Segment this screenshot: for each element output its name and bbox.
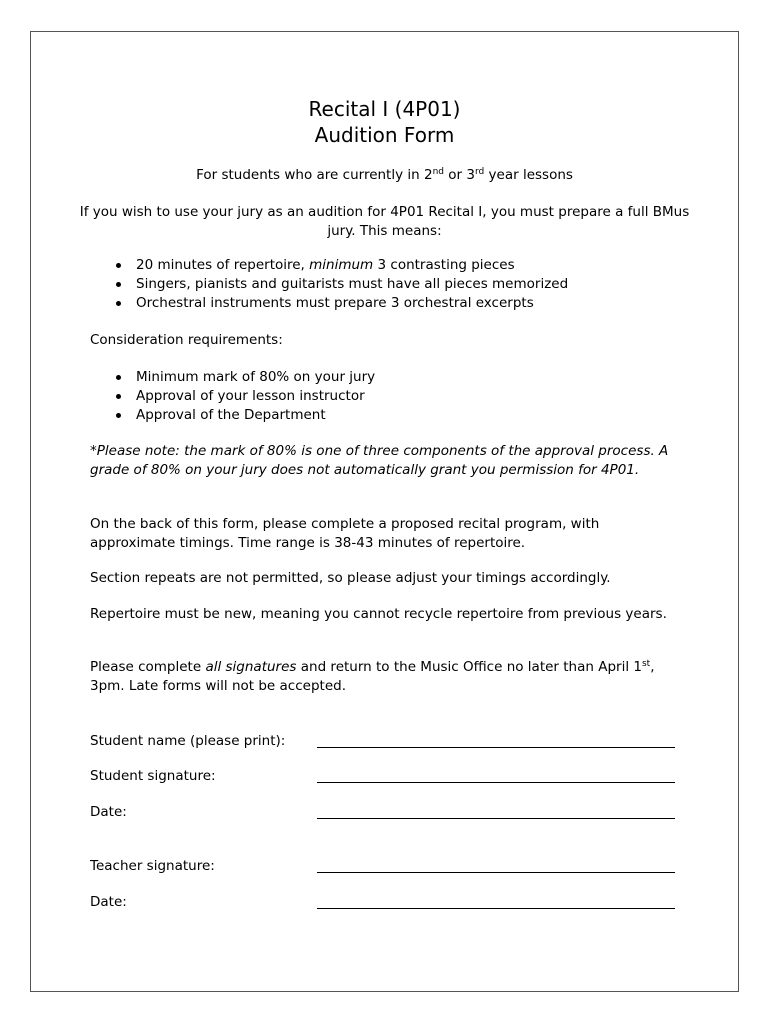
list-item: Singers, pianists and guitarists must have all pieces memorized bbox=[113, 275, 568, 294]
student-name-line[interactable] bbox=[317, 747, 675, 748]
form-title bbox=[31, 96, 738, 148]
completion-instructions bbox=[90, 658, 678, 696]
back-instructions: On the back of this form, please complete a proposed recital program, with approximate timings. Time range is 38-43 minutes of repertoire. bbox=[90, 516, 600, 551]
student-signature-label: Student signature: bbox=[90, 768, 216, 784]
title-line-2: Audition Form bbox=[314, 123, 455, 147]
title-line-1: Recital I (4P01) bbox=[308, 97, 461, 121]
form-subtitle bbox=[31, 166, 738, 184]
student-date-label: Date: bbox=[90, 804, 127, 820]
teacher-date-line[interactable] bbox=[317, 908, 675, 909]
consideration-heading: Consideration requirements: bbox=[90, 332, 283, 348]
consideration-list bbox=[113, 368, 375, 425]
new-repertoire-rule: Repertoire must be new, meaning you cannot recycle repertoire from previous years. bbox=[90, 606, 667, 622]
list-item: Approval of your lesson instructor bbox=[113, 387, 375, 406]
student-signature-row bbox=[90, 767, 675, 787]
completion-text-2: and return to the Music Office no later than April 1 bbox=[296, 659, 642, 675]
teacher-date-row bbox=[90, 893, 675, 913]
student-signature-line[interactable] bbox=[317, 782, 675, 783]
approval-note: *Please note: the mark of 80% is one of three components of the approval process. A grade of 80% on your jury does not automatically grant you permission for 4P01. bbox=[90, 443, 669, 478]
list-item: Orchestral instruments must prepare 3 orchestral excerpts bbox=[113, 294, 568, 313]
subtitle-text-2: or 3 bbox=[444, 167, 475, 183]
list-item bbox=[113, 256, 568, 275]
subtitle-text-3: year lessons bbox=[484, 167, 573, 183]
list-item: Approval of the Department bbox=[113, 406, 375, 425]
completion-emphasis: all signatures bbox=[205, 659, 297, 675]
list-item-emphasis: minimum bbox=[309, 257, 374, 273]
subtitle-sup-1: nd bbox=[432, 167, 444, 177]
teacher-date-label: Date: bbox=[90, 894, 127, 910]
list-item-text: 20 minutes of repertoire, bbox=[136, 257, 310, 273]
student-date-row bbox=[90, 803, 675, 823]
student-name-label: Student name (please print): bbox=[90, 733, 286, 749]
form-page bbox=[30, 31, 739, 992]
teacher-signature-line[interactable] bbox=[317, 872, 675, 873]
teacher-signature-row bbox=[90, 857, 675, 877]
completion-text-1: Please complete bbox=[90, 659, 206, 675]
subtitle-sup-2: rd bbox=[474, 167, 485, 177]
student-name-row bbox=[90, 732, 675, 752]
teacher-signature-label: Teacher signature: bbox=[90, 858, 215, 874]
intro-paragraph: If you wish to use your jury as an audition for 4P01 Recital I, you must prepare a full BMus jury. This means: bbox=[79, 204, 690, 239]
list-item-text: 3 contrasting pieces bbox=[373, 257, 515, 273]
subtitle-text-1: For students who are currently in 2 bbox=[196, 167, 433, 183]
jury-requirements-list bbox=[113, 256, 568, 313]
student-date-line[interactable] bbox=[317, 818, 675, 819]
completion-text-3: , 3pm. Late forms will not be accepted. bbox=[90, 659, 655, 694]
completion-sup: st bbox=[641, 659, 651, 669]
repeats-rule: Section repeats are not permitted, so please adjust your timings accordingly. bbox=[90, 570, 611, 586]
list-item: Minimum mark of 80% on your jury bbox=[113, 368, 375, 387]
